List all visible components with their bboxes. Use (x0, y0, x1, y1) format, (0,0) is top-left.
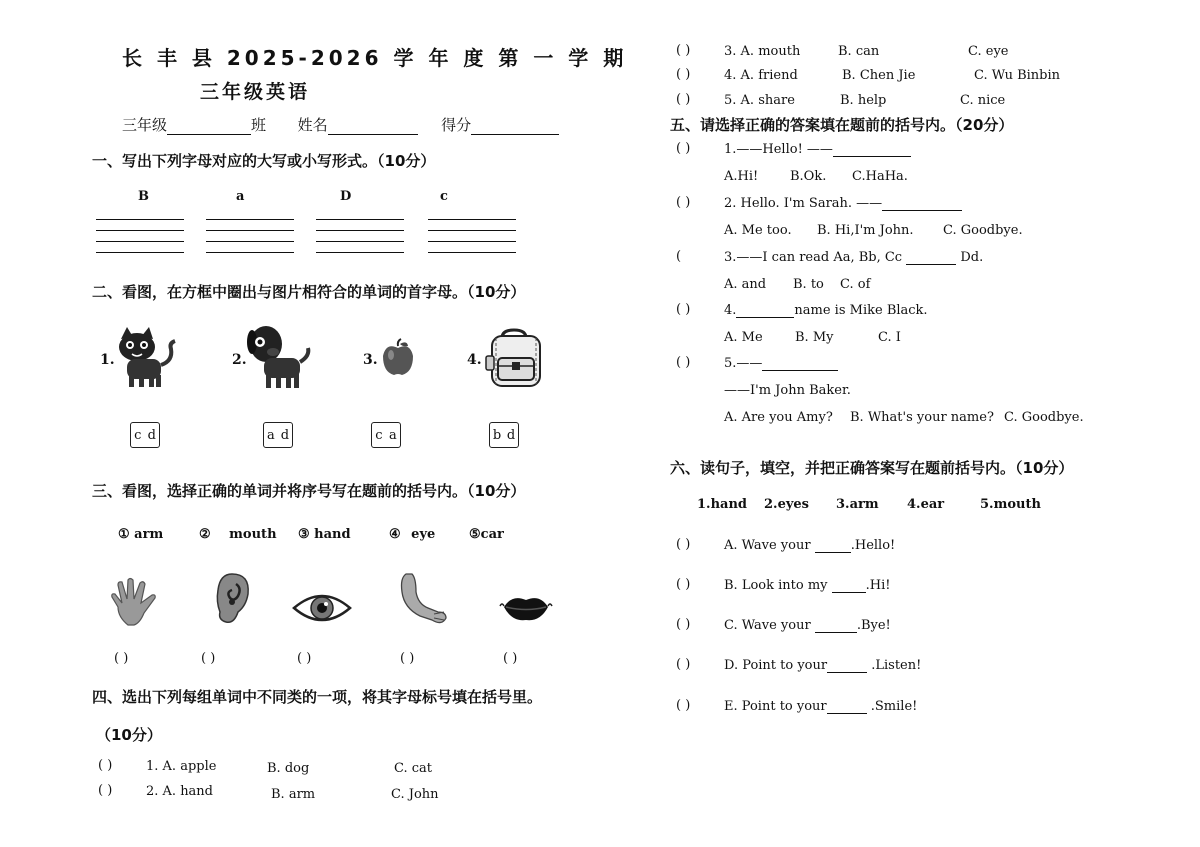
option-a: 2. A. hand (146, 784, 214, 799)
option-c: C. Goodbye. (943, 223, 1023, 238)
option-c: C. Wu Binbin (974, 68, 1061, 83)
answer-paren[interactable]: ( ) (400, 651, 415, 666)
answer-paren[interactable]: ( ) (676, 43, 691, 58)
option-b: B.Ok. (790, 169, 827, 184)
word-bank-item: 4.ear (907, 497, 945, 512)
letter-prompt: a (236, 189, 245, 204)
sentence-text: .Bye! (856, 618, 891, 633)
choice-letter[interactable]: c (375, 427, 383, 443)
item-number: 4. (467, 352, 482, 368)
exam-title: 长 丰 县 2025-2026 学 年 度 第 一 学 期 (122, 46, 628, 70)
section2-heading: 二、看图，在方框中圈出与图片相符合的单词的首字母。（10分） (92, 283, 526, 301)
answer-blank[interactable] (827, 672, 867, 673)
option-b: B. dog (267, 761, 310, 776)
eye-icon (292, 588, 352, 628)
option-a: A.Hi! (724, 169, 759, 184)
letter-prompt: c (440, 189, 448, 204)
question-stem (724, 250, 983, 265)
class-blank[interactable] (167, 134, 251, 135)
option-c: C. nice (960, 93, 1006, 108)
answer-paren[interactable]: ( ) (676, 355, 691, 370)
option-a: A. and (724, 277, 767, 292)
question-stem (724, 356, 838, 371)
choice-letter[interactable]: c (134, 427, 142, 443)
hand-icon (110, 577, 162, 627)
answer-paren[interactable]: ( ) (676, 698, 691, 713)
word-bank-item: 5.mouth (980, 497, 1041, 512)
answer-blank[interactable] (815, 632, 857, 633)
option-a: 1. A. apple (146, 759, 217, 774)
answer-paren[interactable]: ( ) (676, 67, 691, 82)
option-c: C.HaHa. (852, 169, 908, 184)
option-a: 5. A. share (724, 93, 795, 108)
answer-paren[interactable]: ( ) (297, 651, 312, 666)
sentence-text: E. Point to your (724, 699, 827, 714)
option-b: B. My (795, 330, 834, 345)
question-reply: ——I'm John Baker. (724, 383, 851, 398)
fill-sentence (724, 658, 921, 673)
stem-text: name is Mike Black. (794, 303, 928, 318)
answer-paren[interactable]: ( ) (676, 617, 691, 632)
fill-sentence (724, 578, 891, 593)
score-blank[interactable] (471, 134, 559, 135)
stem-text: 5.—— (724, 356, 763, 371)
ear-icon (212, 572, 252, 626)
class-suffix: 班 (251, 116, 267, 134)
option-c: C. of (840, 277, 871, 292)
sentence-text: C. Wave your (724, 618, 811, 633)
word-option: ② mouth (199, 527, 277, 542)
letter-prompt: B (138, 189, 149, 204)
item-number: 3. (363, 352, 378, 368)
choice-letter[interactable]: a (388, 427, 397, 443)
question-stem (724, 303, 928, 318)
answer-paren[interactable]: ( ) (98, 758, 113, 773)
option-a: 4. A. friend (724, 68, 798, 83)
item-number: 2. (232, 352, 247, 368)
choice-letter[interactable]: d (506, 427, 516, 443)
question-stem (724, 196, 962, 211)
word-option: ③ hand (298, 527, 351, 542)
choice-letter[interactable]: b (492, 427, 502, 443)
answer-paren[interactable]: ( ) (676, 141, 691, 156)
bag-icon (484, 328, 546, 388)
fill-sentence (724, 699, 917, 714)
option-c: C. John (391, 787, 439, 802)
answer-paren[interactable]: ( ) (676, 92, 691, 107)
option-c: C. Goodbye. (1004, 410, 1084, 425)
section4-score: （10分） (96, 726, 162, 744)
option-a: A. Me (724, 330, 763, 345)
section6-heading: 六、读句子，填空，并把正确答案写在题前括号内。（10分） (670, 459, 1074, 477)
option-b: B. help (840, 93, 887, 108)
letter-prompt: D (340, 189, 352, 204)
option-c: C. I (878, 330, 901, 345)
answer-blank[interactable] (827, 713, 867, 714)
question-stem (724, 142, 911, 157)
answer-paren[interactable]: ( ) (676, 195, 691, 210)
word-bank-item: 1.hand (697, 497, 747, 512)
answer-paren[interactable]: ( ) (676, 302, 691, 317)
choice-box-2[interactable] (263, 422, 293, 448)
item-number: 1. (100, 352, 115, 368)
mouth-icon (498, 592, 554, 624)
option-b: B. arm (271, 787, 316, 802)
stem-text: 3.——I can read Aa, Bb, Cc (724, 250, 903, 265)
arm-icon (398, 572, 448, 628)
option-a: A. Are you Amy? (724, 410, 833, 425)
option-b: B. Chen Jie (842, 68, 916, 83)
exam-subtitle: 三年级英语 (200, 81, 311, 103)
cat-icon (115, 325, 181, 391)
info-line (122, 114, 559, 135)
answer-paren[interactable]: ( ) (676, 537, 691, 552)
sentence-text: .Hi! (865, 578, 891, 593)
choice-box-1[interactable] (130, 422, 160, 448)
word-option: ④ eye (389, 527, 436, 542)
name-blank[interactable] (328, 134, 418, 135)
fill-sentence (724, 618, 891, 633)
sentence-text: A. Wave your (724, 538, 811, 553)
answer-blank[interactable] (882, 210, 962, 211)
stem-text: 1.——Hello! —— (724, 142, 833, 157)
sentence-text: .Smile! (866, 699, 918, 714)
choice-letter[interactable]: d (280, 427, 290, 443)
word-option: ① arm (118, 527, 164, 542)
section3-heading: 三、看图，选择正确的单词并将序号写在题前的括号内。（10分） (92, 482, 526, 500)
choice-letter[interactable]: d (147, 427, 156, 443)
answer-blank[interactable] (833, 156, 911, 157)
answer-paren[interactable]: ( ) (114, 651, 129, 666)
word-option: ⑤car (469, 527, 504, 542)
option-a: A. Me too. (724, 223, 792, 238)
answer-paren[interactable]: ( ) (201, 651, 216, 666)
choice-box-4[interactable] (489, 422, 519, 448)
sentence-text: B. Look into my (724, 578, 828, 593)
option-c: C. eye (968, 44, 1009, 59)
option-a: 3. A. mouth (724, 44, 801, 59)
answer-blank[interactable] (832, 592, 866, 593)
choice-box-3[interactable] (371, 422, 401, 448)
option-b: B. can (838, 44, 880, 59)
answer-blank[interactable] (906, 264, 956, 265)
apple-icon (380, 338, 416, 378)
dog-icon (248, 322, 314, 392)
class-label: 三年级 (122, 116, 168, 134)
section1-heading: 一、写出下列字母对应的大写或小写形式。（10分） (92, 152, 436, 170)
fill-sentence (724, 538, 895, 553)
option-b: B. to (793, 277, 824, 292)
answer-paren[interactable]: ( ) (676, 577, 691, 592)
answer-blank[interactable] (762, 370, 838, 371)
answer-paren[interactable]: ( (676, 249, 682, 264)
sentence-text: D. Point to your (724, 658, 828, 673)
word-bank-item: 2.eyes (764, 497, 809, 512)
option-b: B. What's your name? (850, 410, 994, 425)
answer-blank[interactable] (815, 552, 851, 553)
answer-paren[interactable]: ( ) (503, 651, 518, 666)
section4-heading: 四、选出下列每组单词中不同类的一项，将其字母标号填在括号里。 (92, 688, 543, 706)
answer-paren[interactable]: ( ) (98, 783, 113, 798)
word-bank-item: 3.arm (836, 497, 879, 512)
answer-blank[interactable] (736, 317, 794, 318)
answer-paren[interactable]: ( ) (676, 657, 691, 672)
stem-text: Dd. (960, 250, 984, 265)
choice-letter[interactable]: a (266, 427, 275, 443)
section5-heading: 五、请选择正确的答案填在题前的括号内。（20分） (670, 116, 1014, 134)
sentence-text: .Listen! (867, 658, 922, 673)
option-c: C. cat (394, 761, 433, 776)
score-label: 得分 (441, 116, 472, 134)
sentence-text: .Hello! (850, 538, 896, 553)
name-label: 姓名 (297, 116, 328, 134)
option-b: B. Hi,I'm John. (817, 223, 914, 238)
stem-text: 2. Hello. I'm Sarah. —— (724, 196, 883, 211)
stem-text: 4. (724, 303, 737, 318)
